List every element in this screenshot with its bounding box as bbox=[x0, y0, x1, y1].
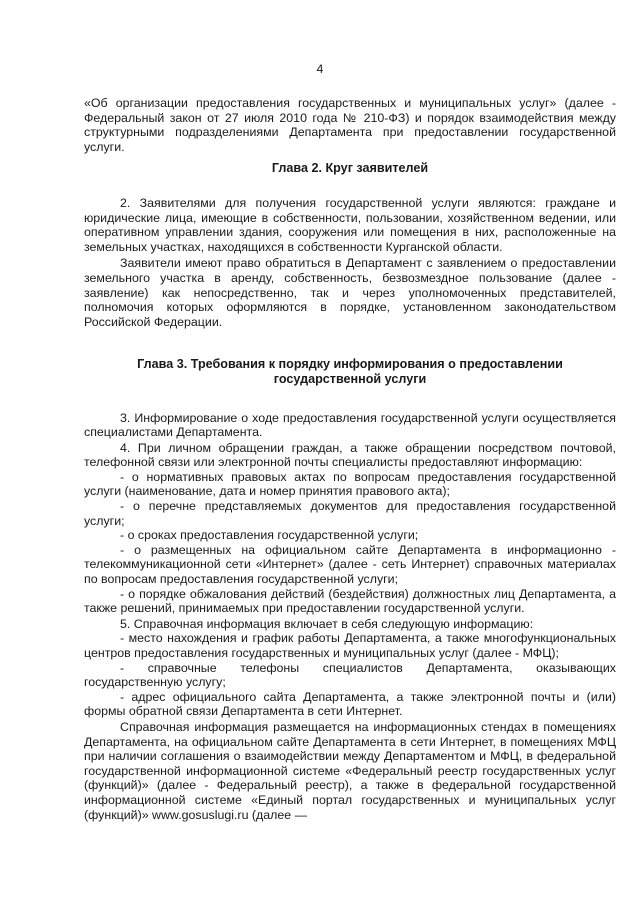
list-item-5-3: - адрес официального сайта Департамента, а также электронной почты и (или) формы обратной связи Департамента в сети Интернет. bbox=[84, 689, 616, 719]
document-body bbox=[84, 96, 616, 822]
paragraph-continuation: «Об организации предоставления государственных и муниципальных услуг» (далее - Федеральный закон от 27 июля 2010 года № 210-ФЗ) и порядок взаимодействия между структурными подразделениями Департамента при предоставлении государственной услуги. bbox=[84, 96, 616, 154]
list-item-4-3: - о сроках предоставления государственной услуги; bbox=[120, 528, 419, 543]
chapter-2-heading: Глава 2. Круг заявителей bbox=[271, 161, 429, 176]
paragraph-5-placement: Справочная информация размещается на информационных стендах в помещениях Департамента, на официальном сайте Департамента в сети Интернет, в помещениях МФЦ при наличии соглашения о взаимодействии между Департаментом и МФЦ, в федеральной государственной информационной системе «Федеральный реестр государственных услуг (функций)» (далее - Федеральный реестр), а также в федеральной государственной информационной системе «Единый портал государственных и муниципальных услуг (функций)» www.gosuslugi.ru (далее — bbox=[84, 719, 616, 822]
paragraph-2-applicants: 2. Заявителями для получения государственной услуги являются: граждане и юридические лица, имеющие в собственности, пользовании, хозяйственном ведении, или оперативном управлении здания, сооружения или помещения в них, расположенные на земельных участках, находящихся в собственности Курганской области. bbox=[84, 195, 616, 254]
paragraph-2-representatives: Заявители имеют право обратиться в Департамент с заявлением о предоставлении земельного участка в аренду, собственность, безвозмездное пользование (далее - заявление) как непосредственно, так и через уполномоченных представителей, полномочия которых оформляются в порядке, установленном законодательством Российской Федерации. bbox=[84, 256, 616, 329]
list-item-5-1: - место нахождения и график работы Департамента, а также многофункциональных центров предоставления государственных и муниципальных услуг (далее - МФЦ); bbox=[84, 631, 616, 660]
list-item-5-2: - справочные телефоны специалистов Департамента, оказывающих государственную услугу; bbox=[84, 660, 616, 690]
chapter-3-heading: Глава 3. Требования к порядку информирования о предоставлении государственной услуги bbox=[137, 357, 563, 386]
list-item-4-1: - о нормативных правовых актах по вопросам предоставления государственной услуги (наименование, дата и номер принятия правового акта); bbox=[84, 469, 616, 499]
list-item-4-2: - о перечне представляемых документов для предоставления государственной услуги; bbox=[84, 499, 616, 528]
paragraph-5: 5. Справочная информация включает в себя следующую информацию: bbox=[120, 616, 534, 631]
page-number: 4 bbox=[316, 62, 324, 76]
list-item-4-5: - о порядке обжалования действий (бездействия) должностных лиц Департамента, а также решений, принимаемых при предоставлении государственной услуги. bbox=[84, 586, 616, 616]
paragraph-3: 3. Информирование о ходе предоставления государственной услуги осуществляется специалистами Департамента. bbox=[84, 410, 616, 440]
paragraph-4: 4. При личном обращении граждан, а также обращении посредством почтовой, телефонной связи или электронной почты специалисты предоставляют информацию: bbox=[84, 440, 616, 470]
list-item-4-4: - о размещенных на официальном сайте Департамента в информационно - телекоммуникационной сети «Интернет» (далее - сеть Интернет) справочных материалах по вопросам предоставления государственной услуги; bbox=[84, 542, 616, 587]
